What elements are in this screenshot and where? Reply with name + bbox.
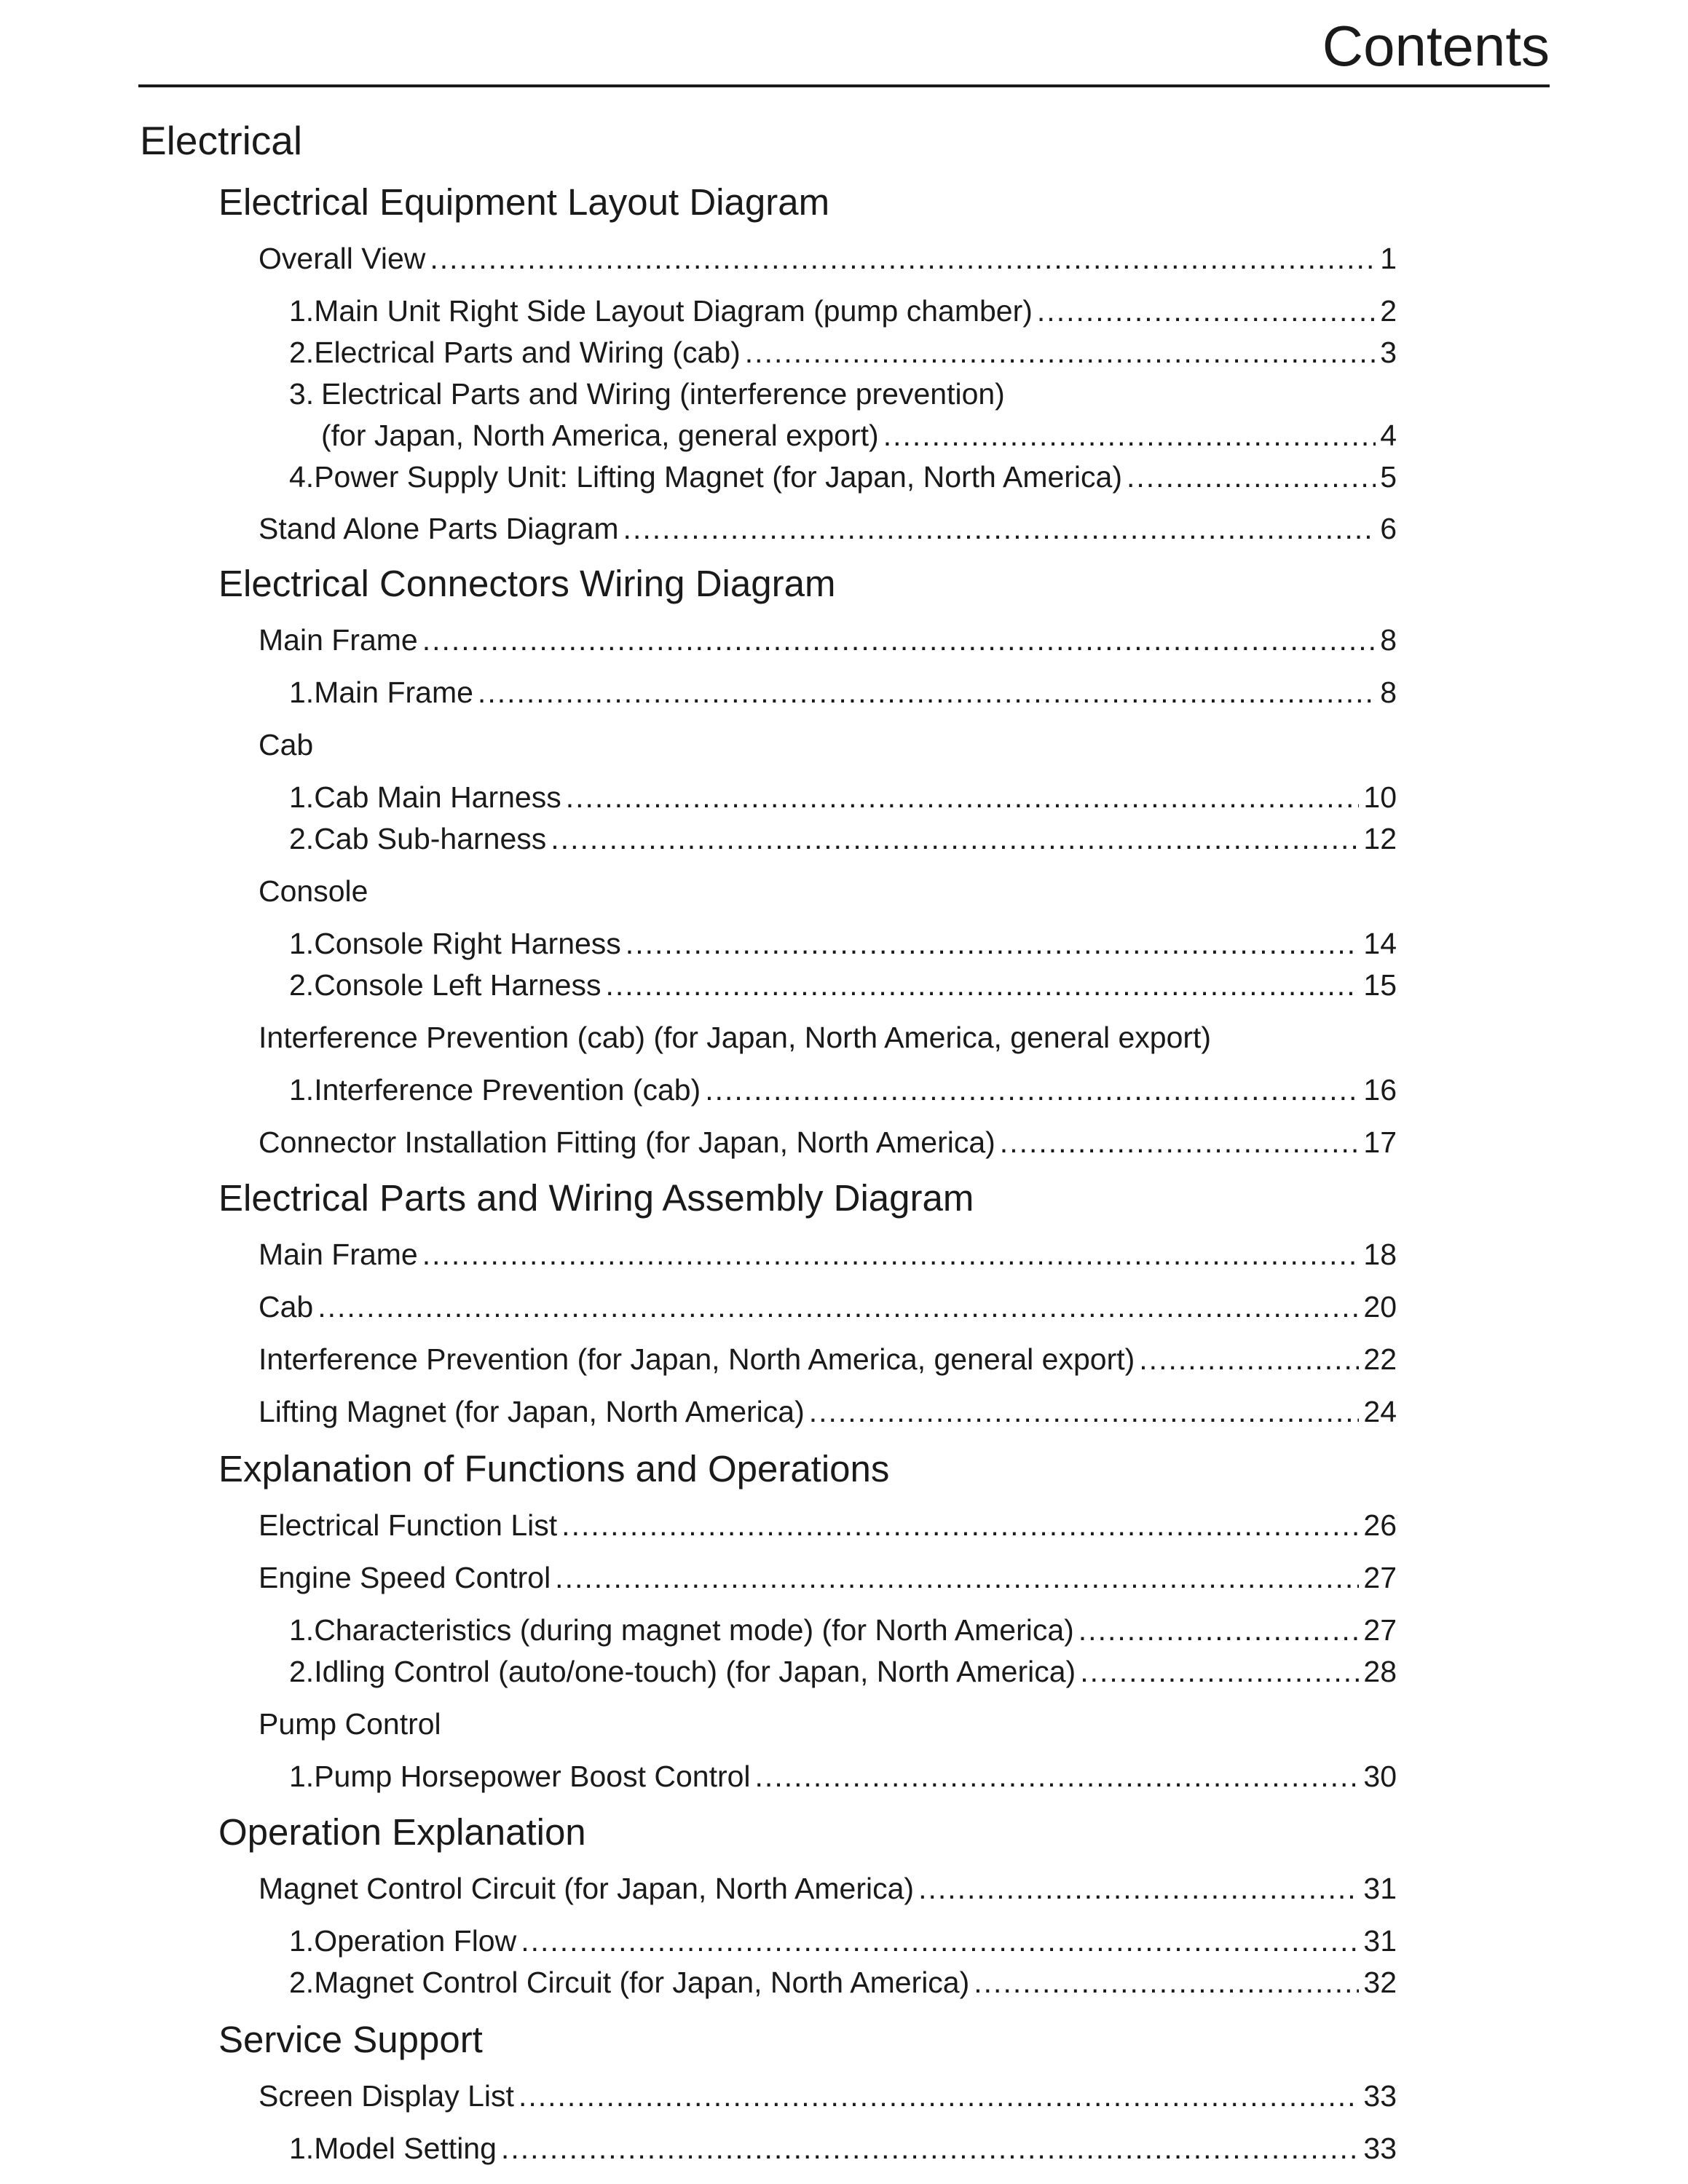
dot-leader xyxy=(626,924,1360,963)
entry-title: Cab xyxy=(259,728,314,761)
entry-title: Electrical Parts and Wiring (interference prevention) xyxy=(321,377,1005,411)
toc-entry[interactable] xyxy=(289,333,1397,372)
dot-leader xyxy=(1127,457,1376,496)
dot-leader xyxy=(521,1921,1359,1961)
entry-page: 6 xyxy=(1380,512,1397,545)
toc-entry[interactable] xyxy=(259,1235,1397,1274)
entry-number: 3. xyxy=(289,377,315,411)
entry-number: 4. xyxy=(289,460,315,494)
entry-title: Power Supply Unit: Lifting Magnet (for Japan, North America) xyxy=(314,460,1122,494)
entry-title: Interference Prevention (cab) (for Japan, North America, general export) xyxy=(259,1021,1212,1054)
entry-page: 15 xyxy=(1363,968,1397,1002)
entry-title: Characteristics (during magnet mode) (for North America) xyxy=(314,1613,1074,1647)
entry-page: 33 xyxy=(1363,2132,1397,2165)
toc-entry[interactable] xyxy=(259,1340,1397,1379)
entry-number: 1. xyxy=(289,1073,315,1107)
entry-number: 2. xyxy=(289,1655,315,1688)
toc-entry[interactable] xyxy=(289,1070,1397,1109)
entry-title: Idling Control (auto/one-touch) (for Japan, North America) xyxy=(314,1655,1076,1688)
entry-title: Electrical Function List xyxy=(259,1508,558,1542)
section-heading-functions[interactable]: Explanation of Functions and Operations xyxy=(218,1448,890,1489)
entry-page: 28 xyxy=(1363,1655,1397,1688)
dot-leader xyxy=(809,1392,1360,1431)
toc-entry[interactable] xyxy=(259,1392,1397,1431)
entry-page: 20 xyxy=(1363,1290,1397,1324)
dot-leader xyxy=(1078,1610,1360,1650)
entry-number: 2. xyxy=(289,1966,315,1999)
entry-number: 1. xyxy=(289,1924,315,1958)
entry-title: Main Frame xyxy=(314,676,473,709)
toc-entry[interactable] xyxy=(289,291,1397,331)
toc-entry[interactable] xyxy=(259,1869,1397,1908)
entry-page: 32 xyxy=(1363,1966,1397,1999)
dot-leader xyxy=(518,2076,1359,2116)
dot-leader xyxy=(422,620,1376,660)
toc-entry[interactable] xyxy=(289,778,1397,817)
entry-title: Model Setting xyxy=(314,2132,497,2165)
entry-number: 1. xyxy=(289,294,315,328)
entry-page: 14 xyxy=(1363,927,1397,960)
dot-leader xyxy=(1037,291,1376,331)
entry-number: 2. xyxy=(289,968,315,1002)
toc-entry[interactable] xyxy=(259,1506,1397,1545)
entry-title: Magnet Control Circuit (for Japan, North America) xyxy=(314,1966,970,1999)
entry-number: 2. xyxy=(289,336,315,369)
entry-title: Magnet Control Circuit (for Japan, North America) xyxy=(259,1872,915,1905)
dot-leader xyxy=(745,333,1376,372)
entry-title: Pump Horsepower Boost Control xyxy=(314,1760,751,1793)
toc-group-heading[interactable] xyxy=(259,1704,1397,1744)
entry-page: 24 xyxy=(1363,1395,1397,1428)
entry-title: Engine Speed Control xyxy=(259,1561,551,1594)
entry-title: Lifting Magnet (for Japan, North America) xyxy=(259,1395,805,1428)
entry-number: 2. xyxy=(289,822,315,855)
entry-page: 18 xyxy=(1363,1238,1397,1271)
dot-leader xyxy=(974,1963,1359,2002)
dot-leader xyxy=(1000,1123,1360,1162)
entry-page: 30 xyxy=(1363,1760,1397,1793)
entry-page: 27 xyxy=(1363,1613,1397,1647)
toc-entry[interactable] xyxy=(289,1610,1397,1650)
toc-group-heading[interactable] xyxy=(259,1018,1397,1057)
entry-page: 27 xyxy=(1363,1561,1397,1594)
entry-page: 1 xyxy=(1380,242,1397,275)
entry-page: 8 xyxy=(1380,623,1397,657)
dot-leader xyxy=(318,1287,1359,1326)
entry-page: 22 xyxy=(1363,1342,1397,1376)
dot-leader xyxy=(623,509,1376,548)
dot-leader xyxy=(918,1869,1359,1908)
entry-title: Console xyxy=(259,874,368,908)
toc-entry[interactable] xyxy=(259,2076,1397,2116)
entry-title: Stand Alone Parts Diagram xyxy=(259,512,619,545)
entry-page: 33 xyxy=(1363,2079,1397,2113)
toc-group-heading[interactable] xyxy=(259,871,1397,911)
dot-leader xyxy=(605,965,1359,1005)
entry-number: 1. xyxy=(289,927,315,960)
entry-title: Cab Main Harness xyxy=(314,780,561,814)
toc-group-heading[interactable] xyxy=(259,725,1397,764)
entry-title: Cab xyxy=(259,1290,314,1324)
entry-page: 17 xyxy=(1363,1125,1397,1159)
dot-leader xyxy=(566,778,1360,817)
dot-leader xyxy=(1139,1340,1359,1379)
dot-leader xyxy=(422,1235,1360,1274)
toc-entry[interactable] xyxy=(289,1652,1397,1691)
entry-number: 1. xyxy=(289,676,315,709)
toc-entry[interactable] xyxy=(289,673,1397,712)
entry-page: 26 xyxy=(1363,1508,1397,1542)
entry-title: Electrical Parts and Wiring (cab) xyxy=(314,336,741,369)
entry-page: 8 xyxy=(1380,676,1397,709)
toc-entry-continuation[interactable] xyxy=(321,416,1397,455)
dot-leader xyxy=(555,1558,1359,1597)
dot-leader xyxy=(561,1506,1359,1545)
toc-entry[interactable] xyxy=(289,374,1397,414)
toc-entry[interactable] xyxy=(259,1558,1397,1597)
part-heading-electrical: Electrical xyxy=(140,118,303,163)
entry-page: 10 xyxy=(1363,780,1397,814)
entry-number: 1. xyxy=(289,1613,315,1647)
entry-title: Interference Prevention (cab) xyxy=(314,1073,701,1107)
entry-title: Overall View xyxy=(259,242,426,275)
section-heading-service[interactable]: Service Support xyxy=(218,2019,483,2060)
dot-leader xyxy=(430,239,1376,278)
dot-leader xyxy=(501,2129,1359,2168)
section-heading-operation[interactable]: Operation Explanation xyxy=(218,1811,586,1853)
dot-leader xyxy=(478,673,1376,712)
toc-entry[interactable] xyxy=(259,509,1397,548)
entry-title: Console Left Harness xyxy=(314,968,602,1002)
entry-title: Main Unit Right Side Layout Diagram (pump chamber) xyxy=(314,294,1033,328)
entry-title: Cab Sub-harness xyxy=(314,822,547,855)
page-title: Contents xyxy=(1322,14,1550,78)
toc-entry[interactable] xyxy=(259,1123,1397,1162)
entry-number: 1. xyxy=(289,2132,315,2165)
entry-title: Operation Flow xyxy=(314,1924,517,1958)
dot-leader xyxy=(883,416,1376,455)
entry-number: 1. xyxy=(289,780,315,814)
entry-title: Connector Installation Fitting (for Japan, North America) xyxy=(259,1125,995,1159)
dot-leader xyxy=(1080,1652,1359,1691)
toc-entry[interactable] xyxy=(289,965,1397,1005)
entry-title: (for Japan, North America, general export) xyxy=(321,419,879,452)
toc-entry[interactable] xyxy=(289,924,1397,963)
dot-leader xyxy=(705,1070,1359,1109)
entry-title: Pump Control xyxy=(259,1707,441,1741)
toc-entry[interactable] xyxy=(259,1287,1397,1326)
toc-entry[interactable] xyxy=(289,1921,1397,1961)
toc-entry[interactable] xyxy=(289,457,1397,496)
section-heading-layout[interactable]: Electrical Equipment Layout Diagram xyxy=(218,181,830,223)
toc-entry[interactable] xyxy=(289,2129,1397,2168)
section-heading-assembly[interactable]: Electrical Parts and Wiring Assembly Diagram xyxy=(218,1177,974,1219)
entry-title: Main Frame xyxy=(259,1238,418,1271)
entry-page: 12 xyxy=(1363,822,1397,855)
entry-title: Screen Display List xyxy=(259,2079,514,2113)
entry-title: Main Frame xyxy=(259,623,418,657)
entry-page: 4 xyxy=(1380,419,1397,452)
entry-page: 16 xyxy=(1363,1073,1397,1107)
dot-leader xyxy=(551,819,1359,858)
toc-entry[interactable] xyxy=(289,819,1397,858)
entry-title: Console Right Harness xyxy=(314,927,621,960)
toc-entry[interactable] xyxy=(289,1757,1397,1796)
entry-page: 3 xyxy=(1380,336,1397,369)
entry-page: 31 xyxy=(1363,1872,1397,1905)
toc-entry[interactable] xyxy=(259,239,1397,278)
title-rule xyxy=(138,84,1550,87)
entry-page: 2 xyxy=(1380,294,1397,328)
toc-entry[interactable] xyxy=(289,1963,1397,2002)
section-heading-connectors[interactable]: Electrical Connectors Wiring Diagram xyxy=(218,563,836,604)
dot-leader xyxy=(755,1757,1360,1796)
toc-entry[interactable] xyxy=(259,620,1397,660)
entry-page: 31 xyxy=(1363,1924,1397,1958)
entry-page: 5 xyxy=(1380,460,1397,494)
entry-title: Interference Prevention (for Japan, North America, general export) xyxy=(259,1342,1135,1376)
entry-number: 1. xyxy=(289,1760,315,1793)
